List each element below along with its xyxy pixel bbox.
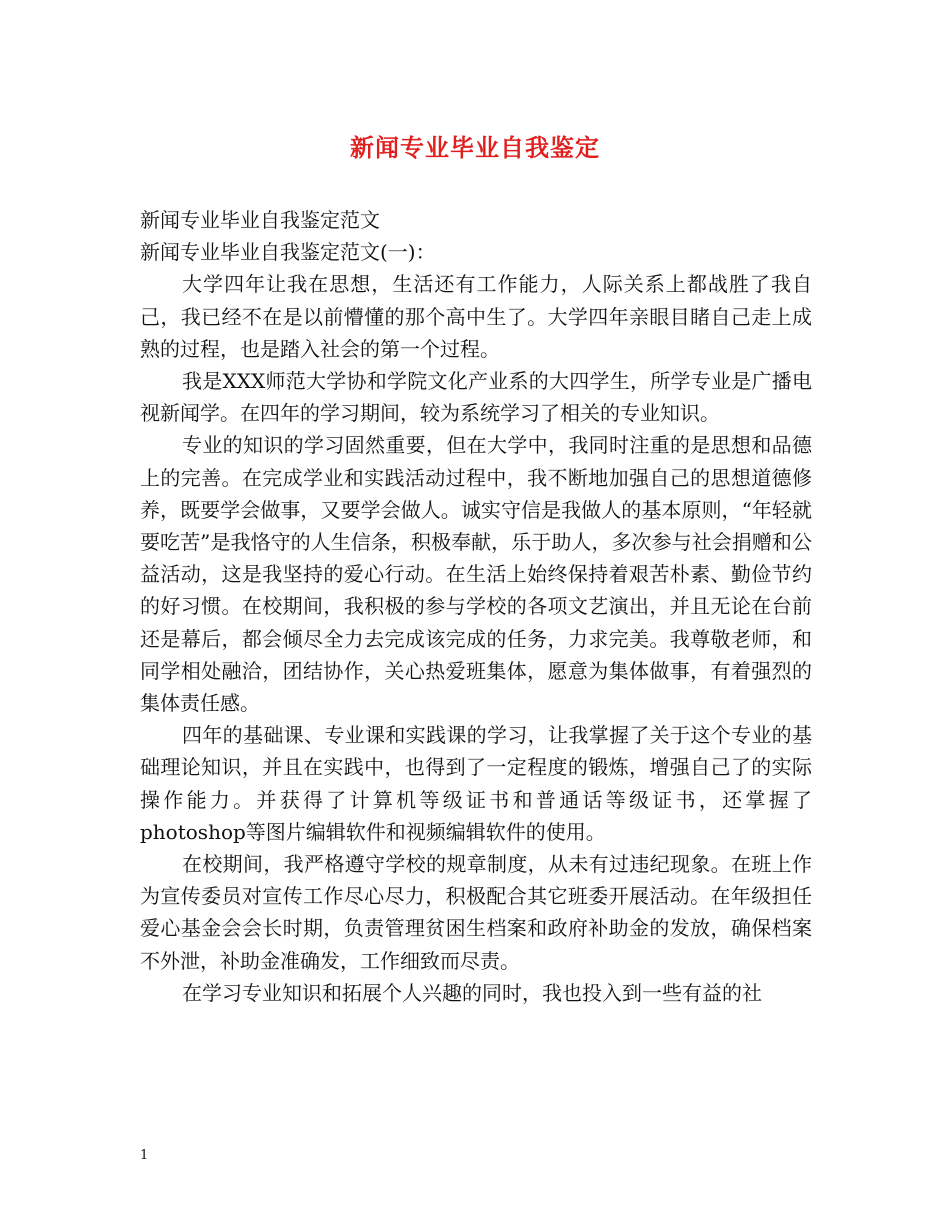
body-paragraph: 在学习专业知识和拓展个人兴趣的同时，我也投入到一些有益的社: [182, 980, 762, 1005]
body-paragraph: 我是XXX师范大学协和学院文化产业系的大四学生，所学专业是广播电视新闻学。在四年的学习期间，较为系统学习了相关的专业知识。: [140, 369, 812, 426]
heading-line: 新闻专业毕业自我鉴定范文(一)：: [140, 240, 436, 265]
page-number: 1: [140, 1148, 149, 1163]
body-paragraph: 大学四年让我在思想，生活还有工作能力，人际关系上都战胜了我自己，我已经不在是以前懵懂的那个高中生了。大学四年亲眼目睹自己走上成熟的过程，也是踏入社会的第一个过程。: [140, 272, 812, 361]
body-paragraph: 专业的知识的学习固然重要，但在大学中，我同时注重的是思想和品德上的完善。在完成学业和实践活动过程中，我不断地加强自己的思想道德修养，既要学会做事，又要学会做人。诚实守信是我做人的基本原则，“年轻就要吃苦”是我恪守的人生信条，积极奉献，乐于助人，多次参与社会捐赠和公益活动，这是我坚持的爱心行动。在生活上始终保持着艰苦朴素、勤俭节约的好习惯。在校期间，我积极的参与学校的各项文艺演出，并且无论在台前还是幕后，都会倾尽全力去完成该完成的任务，力求完美。我尊敬老师，和同学相处融洽，团结协作，关心热爱班集体，愿意为集体做事，有着强烈的集体责任感。: [140, 433, 812, 716]
document-title: 新闻专业毕业自我鉴定: [350, 133, 600, 162]
body-paragraph: 在校期间，我严格遵守学校的规章制度，从未有过违纪现象。在班上作为宣传委员对宣传工作尽心尽力，积极配合其它班委开展活动。在年级担任爱心基金会会长时期，负责管理贫困生档案和政府补助金的发放，确保档案不外泄，补助金准确发，工作细致而尽责。: [140, 852, 812, 973]
body-paragraph: 四年的基础课、专业课和实践课的学习，让我掌握了关于这个专业的基础理论知识，并且在实践中，也得到了一定程度的锻炼，增强自己了的实际操作能力。并获得了计算机等级证书和普通话等级证书，还掌握了photoshop等图片编辑软件和视频编辑软件的使用。: [140, 723, 812, 844]
heading-line: 新闻专业毕业自我鉴定范文: [140, 208, 380, 232]
document-body: [140, 204, 812, 1009]
